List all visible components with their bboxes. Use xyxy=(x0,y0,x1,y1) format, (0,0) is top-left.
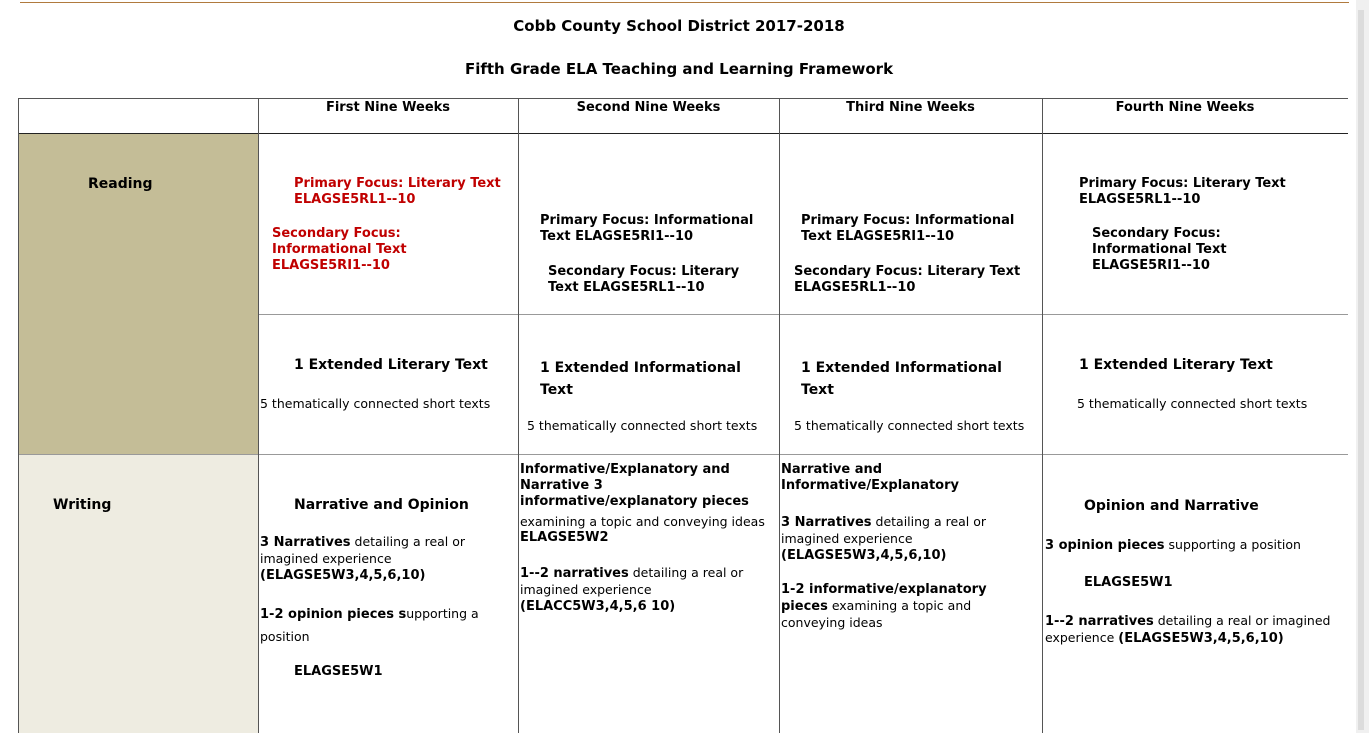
grid-line xyxy=(18,454,1348,455)
writing-q1-narratives-bold: 3 Narratives xyxy=(260,535,351,550)
reading-q2-primary: Primary Focus: Informational Text ELAGSE5RI1--10 xyxy=(540,213,754,244)
grid-line xyxy=(258,314,1348,315)
writing-q4-standard: ELAGSE5W1 xyxy=(1084,575,1173,590)
grid-line xyxy=(779,98,780,733)
writing-q2-narratives xyxy=(520,565,770,615)
column-header-second: Second Nine Weeks xyxy=(576,100,721,115)
grid-line xyxy=(518,98,519,733)
top-rule xyxy=(20,2,1349,3)
writing-q4-opinion-text: supporting a position xyxy=(1164,537,1301,552)
reading-q4-secondary: Secondary Focus: Informational Text ELAGSE5RI1--10 xyxy=(1092,226,1227,273)
column-header-first: First Nine Weeks xyxy=(325,100,451,115)
writing-q3-informative-text: examining a topic and conveying ideas xyxy=(781,598,972,630)
writing-q3-narratives-text: detailing a real or imagined experience xyxy=(781,514,987,546)
row-label-writing: Writing xyxy=(53,497,112,513)
reading-q4-primary: Primary Focus: Literary Text ELAGSE5RL1--10 xyxy=(1079,176,1286,207)
writing-q2-info-text: examining a topic and conveying ideas xyxy=(520,514,765,529)
column-header-third: Third Nine Weeks xyxy=(846,100,975,115)
reading-q3-short: 5 thematically connected short texts xyxy=(794,418,1025,433)
writing-q4-narratives xyxy=(1045,613,1345,647)
district-title: Cobb County School District 2017-2018 xyxy=(513,17,845,35)
writing-q4-narratives-bold: 1--2 narratives xyxy=(1045,614,1154,629)
reading-q1-secondary: Secondary Focus: Informational Text ELAGSE5RI1--10 xyxy=(272,226,407,273)
column-header-fourth: Fourth Nine Weeks xyxy=(1115,100,1255,115)
writing-q4-narratives-standard: (ELAGSE5W3,4,5,6,10) xyxy=(1118,631,1284,646)
reading-q1-extended: 1 Extended Literary Text xyxy=(294,357,488,373)
writing-q1-narratives-text: detailing a real or imagined experience xyxy=(260,534,466,566)
writing-q1-opinion-bold: 1-2 opinion pieces s xyxy=(260,607,407,622)
writing-q4-narratives-text: detailing a real or imagined experience xyxy=(1045,613,1331,645)
writing-q4-opinion-bold: 3 opinion pieces xyxy=(1045,538,1165,553)
reading-q1-short: 5 thematically connected short texts xyxy=(260,396,491,411)
writing-q2-narratives-standard: (ELACC5W3,4,5,6 10) xyxy=(520,599,676,614)
reading-q4-extended: 1 Extended Literary Text xyxy=(1079,357,1273,373)
grid-line xyxy=(258,98,259,733)
writing-q4-heading: Opinion and Narrative xyxy=(1084,498,1259,514)
reading-q3-extended: 1 Extended Informational Text xyxy=(801,360,1002,398)
writing-q3-narratives-standard: (ELAGSE5W3,4,5,6,10) xyxy=(781,548,947,563)
writing-q1-narratives xyxy=(260,534,510,584)
writing-q3-informative xyxy=(781,582,1031,632)
reading-q2-short: 5 thematically connected short texts xyxy=(527,418,758,433)
writing-q3-narratives-bold: 3 Narratives xyxy=(781,515,872,530)
writing-q1-opinion-text: upporting a position xyxy=(260,606,479,644)
writing-q2-narratives-bold: 1--2 narratives xyxy=(520,566,629,581)
reading-q4-short: 5 thematically connected short texts xyxy=(1077,396,1308,411)
writing-q1-heading: Narrative and Opinion xyxy=(294,497,469,513)
writing-q2-info-standard: ELAGSE5W2 xyxy=(520,530,609,545)
writing-q3-heading: Narrative and Informative/Explanatory xyxy=(781,462,959,493)
row-label-reading: Reading xyxy=(88,176,153,192)
scrollbar-thumb[interactable] xyxy=(1358,10,1364,730)
reading-q2-extended: 1 Extended Informational Text xyxy=(540,360,741,398)
writing-q3-narratives xyxy=(781,514,1031,564)
writing-q2-narratives-text: detailing a real or imagined experience xyxy=(520,565,744,597)
writing-q1-opinion xyxy=(260,603,500,649)
reading-q3-secondary: Secondary Focus: Literary Text ELAGSE5RL1--10 xyxy=(794,264,1021,295)
writing-q1-narratives-standard: (ELAGSE5W3,4,5,6,10) xyxy=(260,568,426,583)
scrollbar[interactable] xyxy=(1356,0,1369,733)
writing-q1-standard: ELAGSE5W1 xyxy=(294,664,383,679)
framework-title: Fifth Grade ELA Teaching and Learning Framework xyxy=(464,60,894,78)
reading-q1-primary: Primary Focus: Literary Text ELAGSE5RL1--10 xyxy=(294,176,501,207)
reading-q2-secondary: Secondary Focus: Literary Text ELAGSE5RL1--10 xyxy=(548,264,740,295)
grid-line xyxy=(18,98,1348,99)
writing-q4-opinion xyxy=(1045,537,1345,554)
grid-line xyxy=(18,98,19,733)
reading-q3-primary: Primary Focus: Informational Text ELAGSE5RI1--10 xyxy=(801,213,1015,244)
writing-q3-informative-bold: 1-2 informative/explanatory pieces xyxy=(781,582,987,614)
grid-line xyxy=(1042,98,1043,733)
grid-line xyxy=(18,133,1348,134)
writing-q2-heading: Informative/Explanatory and Narrative 3 informative/explanatory pieces xyxy=(520,462,749,509)
